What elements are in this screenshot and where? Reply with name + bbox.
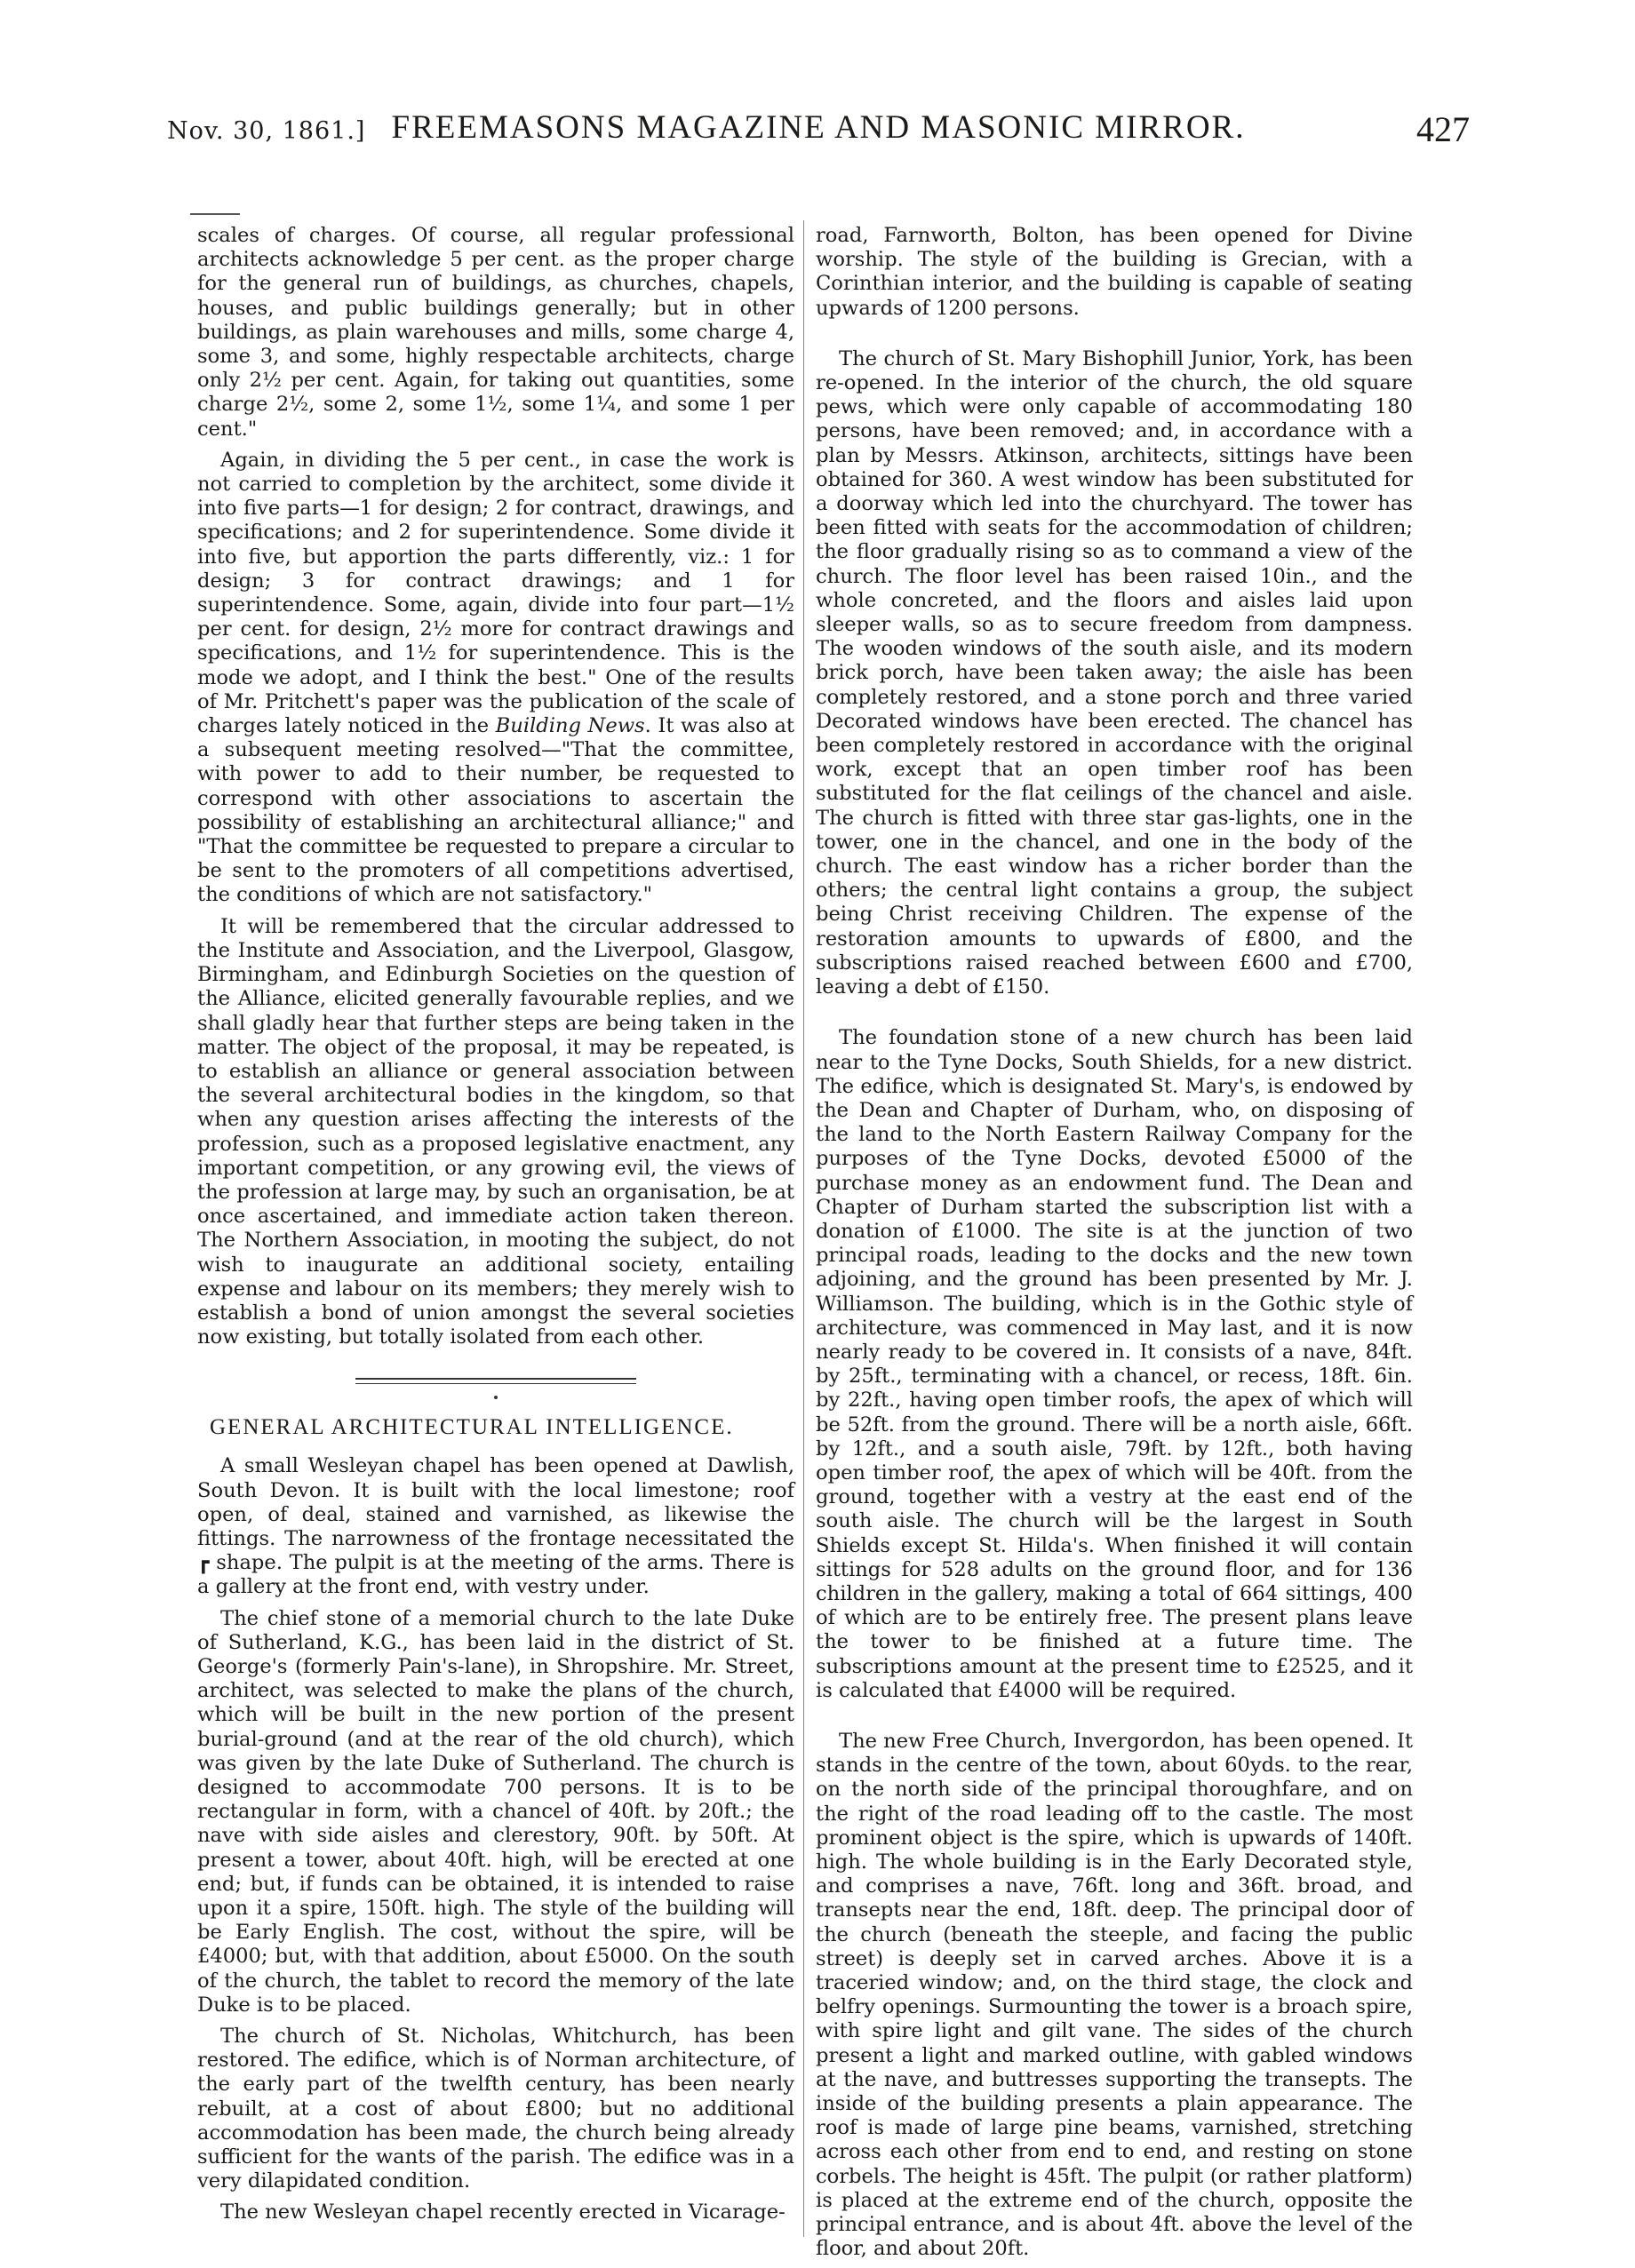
paragraph: The church of St. Mary Bishophill Junior, York, has been re-opened. In the interior of the church, the old square pews, which were only capable of accommodating 180 persons, have been removed; and, in accordance with a plan by Messrs. Atkinson, architects, sittings have been obtained for 360. A west window has been substituted for a doorway which led into the churchyard. The tower has been fitted with seats for the accommodation of children; the floor gradually rising so as to command a view of the church. The floor level has been raised 10in., and the whole concreted, and the floors and aisles laid upon sleeper walls, so as to secure freedom from dampness. The wooden windows of the south aisle, and its modern brick porch, have been taken away; the aisle has been completely restored, and a stone porch and three varied Decorated windows have been erected. The chancel has been completely restored in accordance with the original work, except that an open timber roof has been substituted for the flat ceilings of the chancel and aisle. The church is fitted with three star gas-lights, one in the tower, one in the chancel, and one in the body of the church. The east window has a richer border than the others; the central light contains a group, the subject being Christ receiving Children. The expense of the restoration amounts to upwards of £800, and the subscriptions raised reached between £600 and £700, leaving a debt of £150. — [816, 346, 1413, 999]
paragraph: The chief stone of a memorial church to the late Duke of Sutherland, K.G., has been laid in the district of St. George's (formerly Pain's-lane), in Shropshire. Mr. Street, architect, was selected to make the plans of the church, which will be built in the new portion of the present burial-ground (and at the rear of the old church), which was given by the late Duke of Sutherland. The church is designed to accommodate 700 persons. It is to be rectangular in form, with a chancel of 40ft. by 20ft.; the nave with side aisles and clerestory, 90ft. by 50ft. At present a tower, about 40ft. high, will be erected at one end; but, if funds can be obtained, it is intended to raise upon it a spire, 150ft. high. The style of the building will be Early English. The cost, without the spire, will be £4000; but, with that addition, about £5000. On the south of the church, the tablet to record the memory of the late Duke is to be placed. — [197, 1606, 794, 2017]
running-header — [167, 105, 1470, 158]
paragraph: The foundation stone of a new church has been laid near to the Tyne Docks, South Shields, for a new district. The edifice, which is designated St. Mary's, is endowed by the Dean and Chapter of Durham, who, on disposing of the land to the North Eastern Railway Company for the purposes of the Tyne Docks, devoted £5000 of the purchase money as an endowment fund. The Dean and Chapter of Durham started the subscription list with a donation of £1000. The site is at the junction of two principal roads, leading to the docks and the new town adjoining, and the ground has been presented by Mr. J. Williamson. The building, which is in the Gothic style of architecture, was commenced in May last, and it is now nearly ready to be covered in. It consists of a nave, 84ft. by 25ft., terminating with a chancel, or recess, 18ft. 6in. by 22ft., having open timber roofs, the apex of which will be 52ft. from the ground. There will be a north aisle, 66ft. by 12ft., and a south aisle, 79ft. by 12ft., both having open timber roof, the apex of which will be 40ft. from the ground, together with a vestry at the east end of the south aisle. The church will be the largest in South Shields except St. Hilda's. When finished it will contain sittings for 528 adults on the ground floor, and for 136 children in the gallery, making a total of 664 sittings, 400 of which are to be entirely free. The present plans leave the tower to be finished at a future time. The subscriptions amount at the present time to £2525, and it is calculated that £4000 will be required. — [816, 1026, 1413, 1702]
publication-title: Building News — [495, 714, 645, 738]
page-number: 427 — [1416, 109, 1470, 149]
right-column — [816, 224, 1413, 2268]
paragraph: road, Farnworth, Bolton, has been opened for Divine worship. The style of the building is Grecian, with a Corinthian interior, and the building is capable of seating upwards of 1200 persons. — [816, 224, 1413, 320]
paragraph: A small Wesleyan chapel has been opened at Dawlish, South Devon. It is built with the local limestone; roof open, of deal, stained and varnished, as likewise the fittings. The narrowness of the frontage necessitated the ┏ shape. The pulpit is at the meeting of the arms. There is a gallery at the front end, with vestry under. — [197, 1454, 794, 1599]
paragraph: Again, in dividing the 5 per cent., in case the work is not carried to completion by the architect, some divide it into five parts—1 for design; 2 for contract, drawings, and specifications; and 2 for superintendence. Some divide it into five, but apportion the parts differently, viz.: 1 for design; 3 for contract drawings; and 1 for superintendence. Some, again, divide into four part—1½ per cent. for design, 2½ more for contract drawings and specifications, and 1½ for superintendence. This is the mode we adopt, and I think the best." One of the results of Mr. Pritchett's paper was the publication of the scale of charges lately noticed in the Building News. It was also at a subsequent meeting resolved—"That the committee, with power to add to their number, be requested to correspond with other associations to ascertain the possibility of establishing an architectural alliance;" and "That the committee be requested to prepare a circular to be sent to the promoters of all competitions advertised, the conditions of which are not satisfactory." — [197, 448, 794, 907]
header-rule — [190, 213, 240, 215]
left-column — [197, 224, 794, 2232]
section-separator — [197, 1357, 794, 1410]
paragraph: It will be remembered that the circular addressed to the Institute and Association, and the Liverpool, Glasgow, Birmingham, and Edinburgh Societies on the question of the Alliance, elicited generally favourable replies, and we shall gladly hear that further steps are being taken in the matter. The object of the proposal, it may be repeated, is to establish an alliance or general association between the several architectural bodies in the kingdom, so that when any question arises affecting the interests of the profession, such as a proposed legislative enactment, any important competition, or any growing evil, the views of the profession at large may, by such an organisation, be at once ascertained, and immediate action taken thereon. The Northern Association, in mooting the subject, do not wish to inaugurate an additional society, entailing expense and labour on its members; they merely wish to establish a bond of union amongst the several societies now existing, but totally isolated from each other. — [197, 914, 794, 1349]
issue-date: Nov. 30, 1861.] — [167, 117, 366, 145]
paragraph: The new Free Church, Invergordon, has been opened. It stands in the centre of the town, about 60yds. to the rear, on the north side of the principal thoroughfare, and on the right of the road leading off to the castle. The most prominent object is the spire, which is upwards of 140ft. high. The whole building is in the Early Decorated style, and comprises a nave, 76ft. long and 36ft. broad, and transepts near the end, 18ft. deep. The principal door of the church (beneath the steeple, and facing the public street) is deeply set in carved arches. Above it is a traceried window; and, on the third stage, the clock and belfry openings. Surmounting the tower is a broach spire, with spire light and gilt vane. The sides of the church present a light and marked outline, with gabled windows at the nave, and buttresses supporting the transepts. The inside of the building presents a plain appearance. The roof is made of large pine beams, varnished, stretching across each other from end to end, and resting on stone corbels. The height is 45ft. The pulpit (or rather platform) is placed at the extreme end of the church, opposite the principal entrance, and is about 4ft. above the level of the floor, and about 20ft. — [816, 1729, 1413, 2261]
paragraph: The church of St. Nicholas, Whitchurch, has been restored. The edifice, which is of Norman architecture, of the early part of the twelfth century, has been nearly rebuilt, at a cost of about £800; but no additional accommodation has been made, the church being already sufficient for the wants of the parish. The edifice was in a very dilapidated condition. — [197, 2025, 794, 2193]
column-divider — [803, 220, 804, 2237]
paragraph: scales of charges. Of course, all regular professional architects acknowledge 5 per cent. as the proper charge for the general run of buildings, as churches, chapels, houses, and public buildings generally; but in other buildings, as plain warehouses and mills, some charge 4, some 3, and some, highly respectable architects, charge only 2½ per cent. Again, for taking out quantities, some charge 2½, some 2, some 1½, some 1¼, and some 1 per cent." — [197, 224, 794, 441]
magazine-title: FREEMASONS MAGAZINE AND MASONIC MIRROR. — [391, 109, 1246, 146]
section-heading: GENERAL ARCHITECTURAL INTELLIGENCE. — [210, 1415, 734, 1440]
paragraph: The new Wesleyan chapel recently erected in Vicarage- — [220, 2200, 786, 2224]
